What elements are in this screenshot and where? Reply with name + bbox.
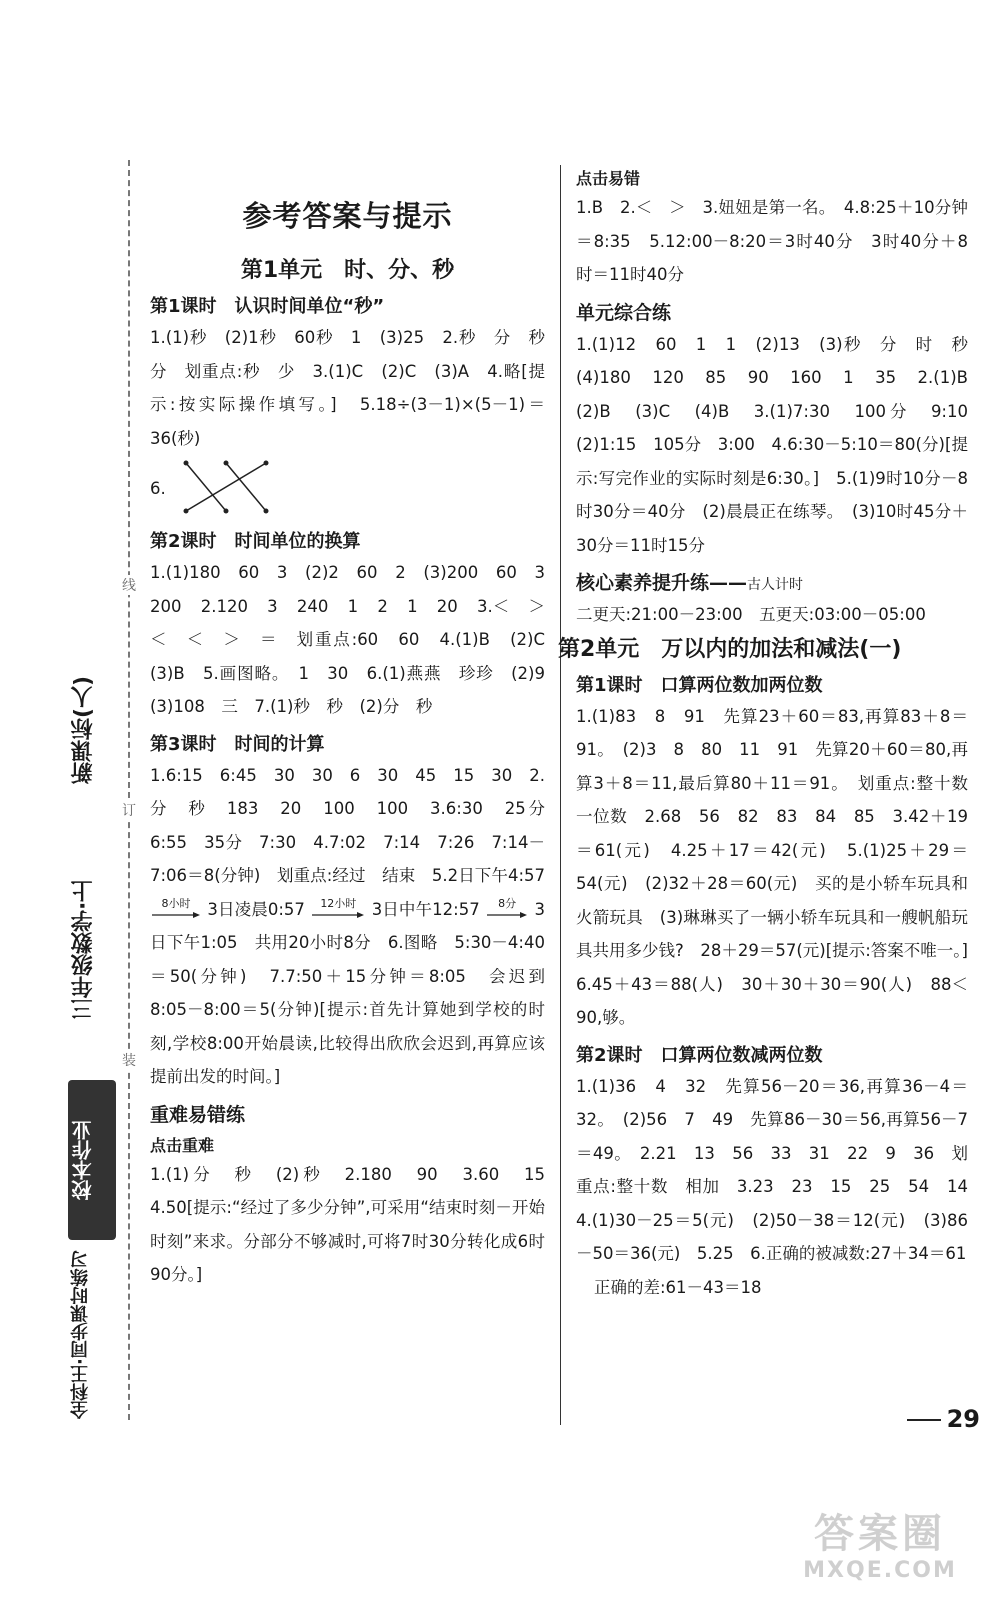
arrow-8min-icon bbox=[487, 911, 527, 919]
spine-badge bbox=[68, 1080, 116, 1240]
spine-edition bbox=[68, 650, 116, 810]
lesson-3-answers bbox=[150, 759, 562, 1094]
spine-grade-text: 三年级数学·上 bbox=[71, 879, 96, 1021]
l3-part-a: 1.6:15 6:45 30 30 6 30 45 15 30 2.分 秒 183 20 100 100 3.6:30 25分 6:55 35分 7:30 4.7:02 7:14 7:26 7:14－7:06＝8(分钟) 划重点:经过 结束 5.2日下午4:57 bbox=[150, 765, 562, 885]
arrow-8min bbox=[487, 898, 527, 922]
unit2-lesson-1-heading: 第1课时 口算两位数加两位数 bbox=[576, 674, 823, 696]
spine-brand-text: 全科王·同步课时练习 bbox=[70, 1250, 91, 1420]
watermark bbox=[780, 1510, 980, 1590]
arrow-8h-label: 8小时 bbox=[161, 897, 191, 910]
core-literacy-heading bbox=[576, 568, 968, 595]
cut-char-line: 线 bbox=[120, 575, 138, 595]
matching-lines-figure bbox=[166, 457, 286, 517]
watermark-logo: 答案圈 bbox=[814, 1511, 946, 1557]
error-answers: 1.B 2.＜ ＞ 3.妞妞是第一名。 4.8:25＋10分钟＝8:35 5.12:00－8:20＝3时40分 3时40分＋8时＝11时40分 bbox=[576, 198, 968, 284]
spine-edition-text: 新课标(人) bbox=[71, 675, 96, 785]
unit-review-heading: 单元综合练 bbox=[576, 301, 672, 324]
lesson-3-heading: 第3课时 时间的计算 bbox=[150, 733, 325, 755]
arrow-12h-icon bbox=[312, 911, 364, 919]
page-number-dash bbox=[907, 1419, 941, 1421]
lesson-2-answers: 1.(1)180 60 3 (2)2 60 2 (3)200 60 3 200 2.120 3 240 1 2 1 20 3.＜ ＞ ＜ ＜ ＞ ＝ 划重点:60 60 4.(1)B (2)C (3)B 5.画图略。 1 30 6.(1)燕燕 珍珍 (2)9 (3)108 三 7.(1)秒 秒 (2)分 秒 bbox=[150, 563, 562, 716]
unit2-lesson-1-answers: 1.(1)83 8 91 先算23＋60＝83,再算83＋8＝91。 (2)3 8 80 11 91 先算20＋60＝80,再算3＋8＝11,最后算80＋11＝91。 划重点:整十数 一位数 2.68 56 82 83 84 85 3.42＋19＝61(元) 4.25＋17＝42(元) 5.(1)25＋29＝54(元) (2)32＋28＝60(元) 买的是小轿车玩具和火箭玩具 (3)琳琳买了一辆小轿车玩具和一艘帆船玩具共用多少钱? 28＋29＝57(元)[提示:答案不唯一。] 6.45＋43＝88(人) 30＋30＋30＝90(人) 88＜90,够。 bbox=[576, 706, 985, 1027]
unit2-lesson-2-last: 正确的差:61－43＝18 bbox=[594, 1277, 762, 1297]
l3-part-b: 3日凌晨0:57 bbox=[207, 899, 305, 919]
lesson-1-heading: 第1课时 认识时间单位“秒” bbox=[150, 296, 385, 317]
page-title: 参考答案与提示 bbox=[242, 199, 453, 233]
page-number bbox=[907, 1405, 980, 1433]
lesson-2-heading: 第2课时 时间单位的换算 bbox=[150, 531, 361, 552]
q6-matching bbox=[150, 455, 545, 521]
core-literacy-note: 古人计时 bbox=[747, 577, 804, 593]
column-divider bbox=[560, 165, 561, 1425]
watermark-url: MXQE.COM bbox=[803, 1558, 957, 1583]
unit-review-answers: 1.(1)12 60 1 1 (2)13 (3)秒 分 时 秒 (4)180 120 85 90 160 1 35 2.(1)B (2)B (3)C (4)B 3.(1)7:30 100分 9:10 (2)1:15 105分 3:00 4.6:30－5:10＝80(分)[提示:写完作业的实际时刻是6:30。] 5.(1)9时10分－8时30分＝40分 (2)晨晨正在练琴。 (3)10时45分＋30分＝11时15分 bbox=[576, 334, 985, 555]
core-literacy-answers: 二更天:21:00－23:00 五更天:03:00－05:00 bbox=[576, 605, 926, 624]
spine-brand bbox=[68, 1250, 116, 1420]
unit-2-heading: 第2单元 万以内的加法和减法(一) bbox=[558, 636, 902, 662]
arrow-8min-label: 8分 bbox=[498, 897, 517, 910]
cut-line bbox=[128, 160, 130, 1420]
unit2-lesson-2-heading: 第2课时 口算两位数减两位数 bbox=[576, 1044, 823, 1066]
arrow-8h-icon bbox=[152, 911, 200, 919]
core-literacy-title: 核心素养提升练—— bbox=[576, 572, 748, 594]
cut-char-fold: 装 bbox=[120, 1050, 138, 1070]
sub-error-heading: 点击易错 bbox=[576, 169, 641, 188]
lesson-1-answers: 1.(1)秒 (2)1秒 60秒 1 (3)25 2.秒 分 秒 分 划重点:秒 少 3.(1)C (2)C (3)A 4.略[提示:按实际操作填写。] 5.18÷(3－1)×(5－1)＝36(秒) bbox=[150, 328, 562, 448]
q6-label: 6. bbox=[150, 478, 166, 498]
right-column bbox=[558, 160, 985, 1304]
arrow-12h-label: 12小时 bbox=[320, 897, 357, 910]
l3-part-d: 3日下午1:05 共用20小时8分 6.图略 5:30－4:40＝50(分钟) 7.7:50＋15分钟＝8:05 会迟到 8:05－8:00＝5(分钟)[提示:首先计算她到学校的时刻,学校8:00开始晨读,比较得出欣欣会迟到,再算应该提前出发的时间。] bbox=[150, 899, 562, 1086]
section-hard-heading: 重难易错练 bbox=[150, 1103, 246, 1126]
hard-answers: 1.(1)分 秒 (2)秒 2.180 90 3.60 15 4.50[提示:“经过了多少分钟”,可采用“结束时刻－开始时刻”来求。分部分不够减时,可将7时30分转化成6时90分。] bbox=[150, 1164, 562, 1284]
arrow-8h bbox=[152, 898, 200, 922]
unit2-lesson-2-answers: 1.(1)36 4 32 先算56－20＝36,再算36－4＝32。 (2)56 7 49 先算86－30＝56,再算56－7＝49。 2.21 13 56 33 31 22 9 36 划重点:整十数 相加 3.23 23 15 25 54 14 4.(1)30－25＝5(元) (2)50－38＝12(元) (3)86－50＝36(元) 5.25 6.正确的被减数:27＋34＝61 bbox=[576, 1076, 985, 1263]
left-column bbox=[150, 170, 562, 1292]
spine bbox=[68, 150, 116, 1420]
unit-1-heading: 第1单元 时、分、秒 bbox=[240, 258, 455, 283]
spine-grade bbox=[68, 850, 116, 1050]
arrow-12h bbox=[312, 898, 364, 922]
sub-hard-heading: 点击重难 bbox=[150, 1135, 215, 1155]
page-number-text: 29 bbox=[946, 1405, 980, 1433]
spine-badge-text: 校本作业 bbox=[71, 1120, 95, 1200]
cut-char-bind: 订 bbox=[120, 800, 138, 820]
l3-part-c: 3日中午12:57 bbox=[371, 899, 480, 919]
